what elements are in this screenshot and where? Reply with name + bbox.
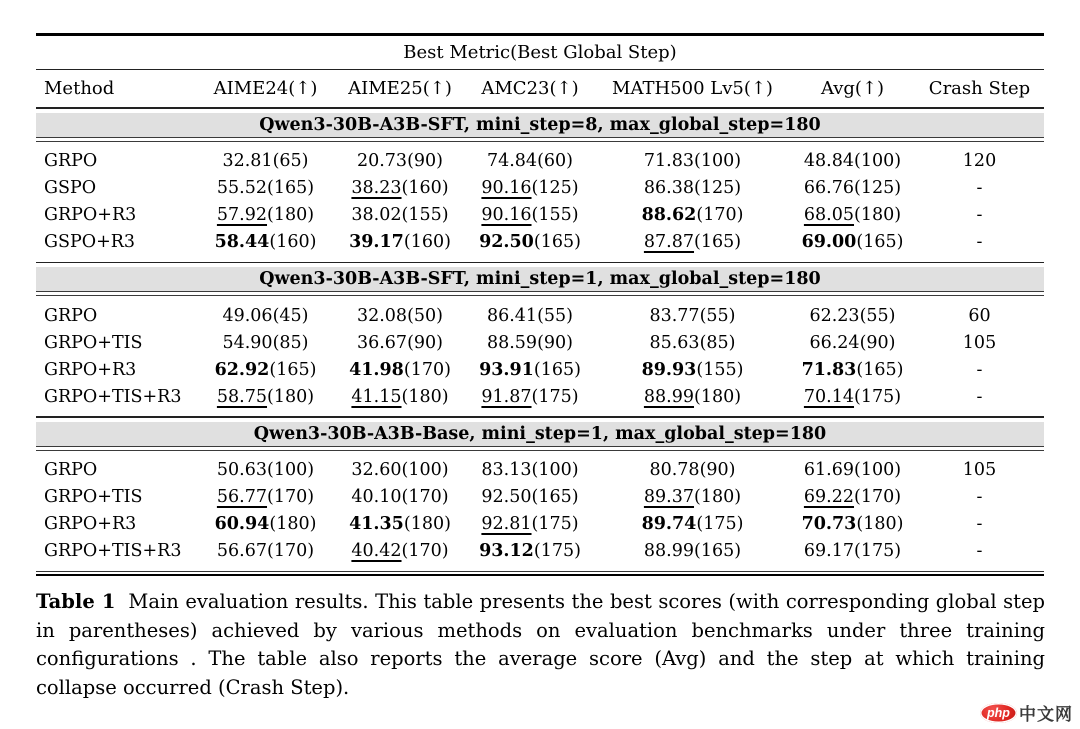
metric-score: 20.73 [356, 151, 408, 171]
metric-step: (180) [854, 205, 902, 225]
metric-score: 69.00 [801, 232, 857, 252]
crash-step-cell: 120 [962, 151, 997, 171]
table-body [36, 109, 1044, 571]
method-cell: GRPO+R3 [44, 514, 137, 534]
metric-step: (90) [407, 332, 444, 353]
metric-step: (85) [272, 332, 309, 353]
metric-step: (50) [407, 305, 444, 326]
caption-text: Main evaluation results. This table presents the best scores (with corresponding global step in parentheses) achieved by various methods on evaluation benchmarks under three training configurations . The table also reports the average score (Avg) and the step at which training collapse occurred (Crash Step). [36, 590, 1045, 699]
metric-score: 86.38 [643, 178, 695, 198]
metric-cell [465, 333, 595, 353]
crash-step-cell: - [976, 232, 983, 252]
section-rows [36, 451, 1044, 571]
method-cell: GRPO+TIS+R3 [44, 386, 182, 407]
metric-cell [465, 232, 595, 252]
metric-step: (165) [694, 541, 742, 561]
method-cell: GSPO [44, 178, 97, 198]
metric-score: 90.16 [481, 178, 532, 198]
metric-score: 58.75 [216, 386, 268, 407]
metric-step: (180) [694, 386, 742, 407]
metric-cell [595, 306, 790, 326]
metric-cell [335, 151, 465, 171]
crash-step-cell: 60 [968, 305, 991, 326]
metric-step: (165) [533, 232, 581, 252]
section-header: Qwen3-30B-A3B-SFT, mini_step=1, max_global_step=180 [36, 267, 1044, 292]
method-cell: GRPO [44, 151, 98, 171]
metric-score: 41.15 [351, 386, 402, 407]
php-logo-icon: php [980, 703, 1017, 723]
metric-score: 89.93 [641, 359, 697, 380]
method-cell: GRPO+R3 [44, 359, 137, 380]
crash-step-cell: - [976, 359, 983, 380]
table-row [36, 302, 1044, 329]
metric-step: (170) [403, 359, 451, 380]
metric-score: 74.84 [486, 151, 538, 171]
metric-score: 68.05 [803, 205, 855, 225]
metric-cell [335, 460, 465, 480]
metric-cell [790, 232, 915, 252]
metric-cell [196, 360, 335, 380]
method-cell: GRPO+TIS [44, 332, 143, 353]
metric-step: (165) [267, 178, 315, 198]
metric-cell [595, 333, 790, 353]
metric-step: (180) [403, 514, 451, 534]
metric-score: 88.99 [643, 541, 695, 561]
metric-step: (60) [537, 151, 574, 171]
metric-step: (170) [401, 541, 449, 561]
metric-cell [595, 232, 790, 252]
crash-step-cell: - [976, 178, 983, 198]
metric-step: (175) [854, 541, 902, 561]
metric-cell [335, 333, 465, 353]
metric-cell [465, 178, 595, 198]
table-row [36, 383, 1044, 410]
metric-cell [196, 178, 335, 198]
metric-step: (155) [531, 205, 579, 225]
column-header-6: Crash Step [928, 78, 1031, 99]
metric-score: 91.87 [481, 386, 532, 407]
metric-score: 83.77 [649, 305, 700, 326]
metric-score: 88.59 [486, 332, 538, 353]
metric-step: (100) [267, 460, 315, 480]
table-row [36, 511, 1044, 538]
metric-step: (170) [267, 487, 315, 507]
metric-score: 56.77 [216, 487, 268, 507]
table-caption [36, 588, 1045, 702]
metric-step: (160) [401, 178, 449, 198]
metric-score: 93.12 [479, 541, 534, 561]
metric-score: 89.37 [643, 487, 695, 507]
metric-cell [335, 205, 465, 225]
metric-cell [335, 487, 465, 507]
table-row [36, 202, 1044, 229]
table-span-header: Best Metric(Best Global Step) [403, 41, 677, 63]
metric-cell [595, 178, 790, 198]
metric-cell [790, 151, 915, 171]
metric-score: 70.14 [803, 386, 855, 407]
method-cell: GRPO+TIS [44, 487, 143, 507]
metric-score: 54.90 [222, 332, 273, 353]
metric-cell [465, 360, 595, 380]
method-cell: GSPO+R3 [44, 232, 136, 252]
method-cell: GRPO [44, 305, 98, 326]
metric-step: (170) [854, 487, 902, 507]
metric-cell [595, 360, 790, 380]
metric-step: (175) [533, 541, 581, 561]
metric-score: 62.92 [214, 359, 270, 380]
metric-score: 60.94 [214, 514, 270, 534]
method-cell: GRPO [44, 460, 98, 480]
metric-cell [465, 306, 595, 326]
metric-cell [196, 205, 335, 225]
crash-step-cell: - [976, 205, 983, 225]
metric-cell [335, 514, 465, 534]
metric-score: 32.08 [356, 305, 408, 326]
metric-score: 49.06 [222, 305, 273, 326]
metric-step: (175) [854, 386, 902, 407]
metric-cell [196, 460, 335, 480]
metric-score: 32.60 [351, 460, 402, 480]
metric-cell [595, 541, 790, 561]
metric-score: 38.23 [351, 178, 402, 198]
metric-cell [196, 541, 335, 561]
metric-step: (125) [854, 178, 902, 198]
metric-cell [790, 205, 915, 225]
metric-step: (180) [269, 514, 317, 534]
metric-cell [465, 460, 595, 480]
metric-cell [335, 541, 465, 561]
metric-step: (100) [694, 151, 742, 171]
metric-cell [196, 151, 335, 171]
table-row [36, 356, 1044, 383]
table-row [36, 538, 1044, 565]
metric-cell [196, 333, 335, 353]
section-rows [36, 296, 1044, 416]
metric-step: (170) [267, 541, 315, 561]
metric-step: (165) [269, 359, 317, 380]
metric-cell [595, 460, 790, 480]
metric-cell [196, 306, 335, 326]
metric-cell [595, 487, 790, 507]
crash-step-cell: - [976, 541, 983, 561]
metric-step: (55) [859, 305, 896, 326]
metric-step: (85) [699, 332, 736, 353]
metric-score: 69.17 [803, 541, 855, 561]
metric-cell [790, 178, 915, 198]
metric-score: 57.92 [216, 205, 268, 225]
metric-step: (90) [407, 151, 444, 171]
metric-score: 69.22 [803, 487, 855, 507]
metric-score: 38.02 [351, 205, 402, 225]
metric-score: 41.98 [349, 359, 404, 380]
metric-step: (100) [854, 460, 902, 480]
metric-step: (100) [401, 460, 449, 480]
method-cell: GRPO+R3 [44, 205, 137, 225]
section-rows [36, 142, 1044, 262]
metric-score: 93.91 [479, 359, 534, 380]
metric-cell [196, 387, 335, 407]
crash-step-cell: 105 [962, 332, 997, 353]
column-header-row [36, 70, 1044, 107]
crash-step-cell: - [976, 487, 983, 507]
metric-cell [335, 178, 465, 198]
metric-step: (65) [272, 151, 309, 171]
column-header-2: AIME25(↑) [348, 78, 452, 99]
metric-score: 36.67 [356, 332, 408, 353]
crash-step-cell: - [976, 386, 983, 407]
metric-score: 88.99 [643, 386, 695, 407]
metric-score: 32.81 [222, 151, 273, 171]
metric-cell [790, 360, 915, 380]
metric-cell [465, 387, 595, 407]
metric-cell [595, 151, 790, 171]
metric-score: 70.73 [801, 514, 857, 534]
metric-step: (55) [699, 305, 736, 326]
table-row [36, 457, 1044, 484]
metric-score: 89.74 [641, 514, 697, 534]
metric-score: 80.78 [649, 460, 700, 480]
metric-step: (125) [531, 178, 579, 198]
metric-cell [790, 514, 915, 534]
metric-cell [595, 387, 790, 407]
metric-step: (160) [269, 232, 317, 252]
crash-step-cell: - [976, 514, 983, 534]
metric-step: (175) [531, 514, 579, 534]
table-row [36, 148, 1044, 175]
metric-score: 66.24 [809, 332, 860, 353]
table-row [36, 229, 1044, 256]
watermark-text: 中文网 [1019, 705, 1073, 724]
metric-score: 83.13 [481, 460, 532, 480]
metric-step: (160) [403, 232, 451, 252]
metric-cell [790, 306, 915, 326]
metric-cell [335, 387, 465, 407]
column-header-3: AMC23(↑) [481, 78, 579, 99]
metric-cell [465, 151, 595, 171]
metric-step: (170) [696, 205, 744, 225]
metric-step: (45) [272, 305, 309, 326]
metric-score: 90.16 [481, 205, 532, 225]
column-header-1: AIME24(↑) [213, 78, 318, 99]
metric-step: (90) [699, 460, 736, 480]
metric-score: 71.83 [801, 359, 857, 380]
metric-step: (155) [401, 205, 449, 225]
results-table [36, 33, 1044, 576]
metric-step: (180) [267, 386, 315, 407]
metric-step: (90) [537, 332, 574, 353]
metric-step: (125) [694, 178, 742, 198]
table-row [36, 175, 1044, 202]
metric-cell [465, 487, 595, 507]
metric-step: (180) [267, 205, 315, 225]
metric-step: (165) [531, 487, 579, 507]
metric-step: (155) [696, 359, 744, 380]
metric-cell [465, 514, 595, 534]
metric-cell [196, 232, 335, 252]
column-header-0: Method [44, 78, 115, 99]
metric-score: 87.87 [643, 232, 695, 252]
metric-cell [335, 360, 465, 380]
metric-score: 62.23 [809, 305, 860, 326]
metric-step: (170) [401, 487, 449, 507]
metric-score: 71.83 [643, 151, 695, 171]
metric-cell [335, 306, 465, 326]
method-cell: GRPO+TIS+R3 [44, 541, 182, 561]
metric-cell [196, 487, 335, 507]
metric-step: (180) [856, 514, 904, 534]
table-row [36, 329, 1044, 356]
metric-cell [465, 541, 595, 561]
table-bottom-rule-thick [36, 574, 1044, 577]
metric-score: 41.35 [349, 514, 404, 534]
metric-score: 61.69 [803, 460, 855, 480]
section-header: Qwen3-30B-A3B-Base, mini_step=1, max_global_step=180 [36, 422, 1044, 447]
metric-step: (100) [531, 460, 579, 480]
metric-cell [790, 487, 915, 507]
metric-score: 55.52 [216, 178, 268, 198]
metric-cell [790, 387, 915, 407]
metric-score: 85.63 [649, 332, 700, 353]
metric-score: 86.41 [486, 305, 538, 326]
metric-cell [595, 514, 790, 534]
metric-score: 92.81 [481, 514, 532, 534]
metric-cell [595, 205, 790, 225]
caption-label: Table 1 [36, 590, 116, 613]
metric-score: 48.84 [803, 151, 855, 171]
php-cn-watermark [980, 700, 1073, 725]
table-row [36, 484, 1044, 511]
metric-step: (165) [856, 232, 904, 252]
metric-score: 40.42 [351, 541, 402, 561]
metric-score: 92.50 [481, 487, 532, 507]
metric-cell [196, 514, 335, 534]
metric-step: (180) [401, 386, 449, 407]
metric-step: (165) [856, 359, 904, 380]
metric-cell [790, 460, 915, 480]
metric-score: 40.10 [351, 487, 402, 507]
crash-step-cell: 105 [962, 460, 997, 480]
metric-score: 56.67 [216, 541, 268, 561]
metric-step: (180) [694, 487, 742, 507]
metric-step: (175) [531, 386, 579, 407]
metric-score: 50.63 [216, 460, 268, 480]
metric-cell [790, 333, 915, 353]
metric-score: 58.44 [214, 232, 270, 252]
section-header: Qwen3-30B-A3B-SFT, mini_step=8, max_global_step=180 [36, 113, 1044, 138]
metric-score: 39.17 [349, 232, 404, 252]
metric-step: (175) [696, 514, 744, 534]
metric-step: (165) [533, 359, 581, 380]
metric-step: (90) [859, 332, 896, 353]
metric-score: 88.62 [641, 205, 697, 225]
column-header-5: Avg(↑) [820, 78, 885, 99]
metric-cell [790, 541, 915, 561]
metric-score: 92.50 [479, 232, 534, 252]
metric-cell [465, 205, 595, 225]
column-header-4: MATH500 Lv5(↑) [612, 78, 773, 99]
metric-step: (165) [694, 232, 742, 252]
metric-step: (55) [537, 305, 574, 326]
metric-step: (100) [854, 151, 902, 171]
metric-cell [335, 232, 465, 252]
metric-score: 66.76 [803, 178, 855, 198]
